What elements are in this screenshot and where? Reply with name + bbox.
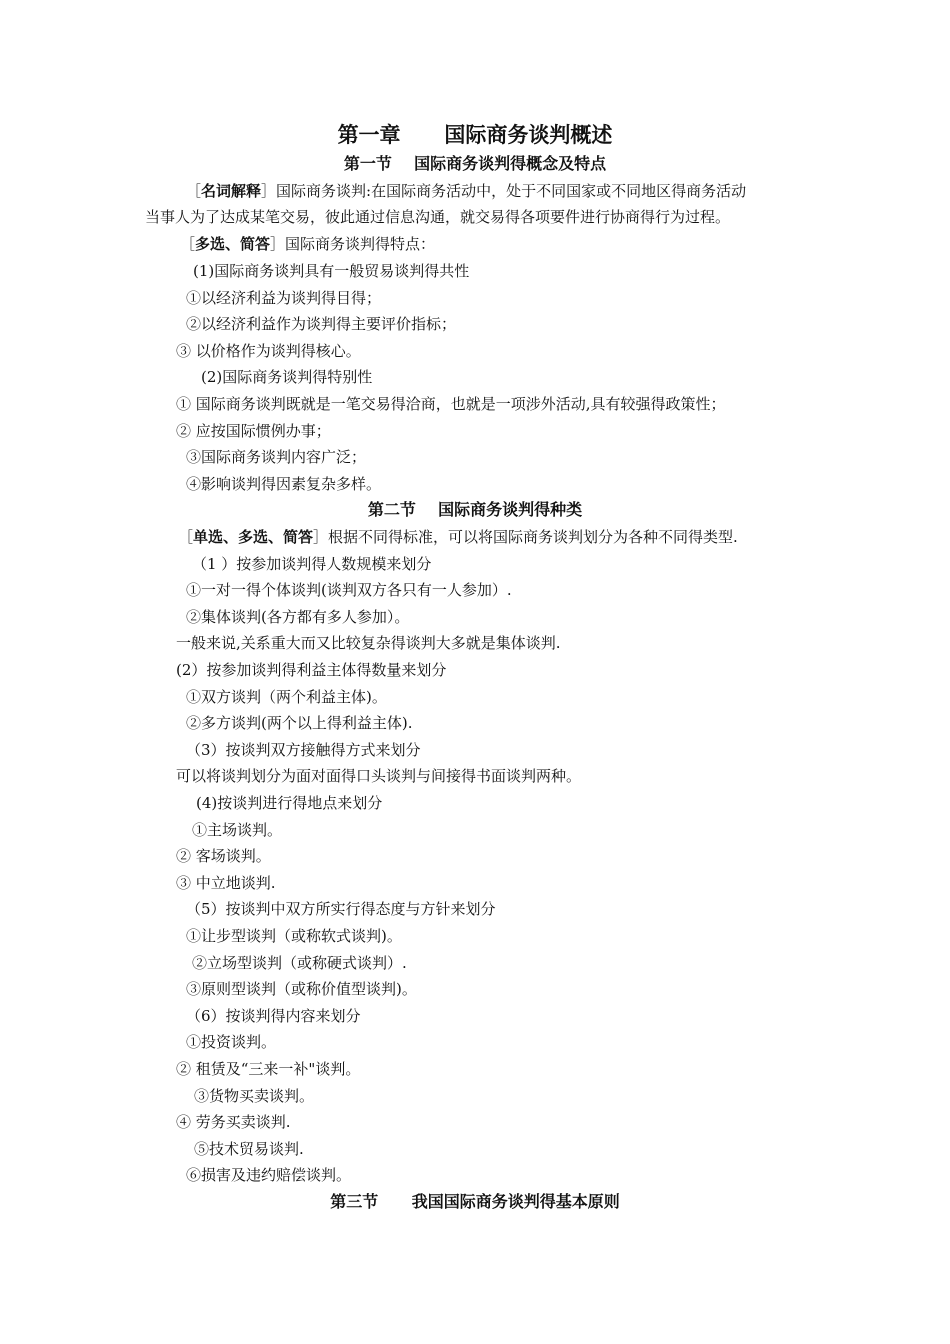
list-item: ①投资谈判。: [186, 1033, 277, 1051]
question-type-tag: 单选、多选、简答: [193, 528, 314, 546]
list-item: ③ 中立地谈判.: [176, 874, 276, 892]
list-item: ②多方谈判(两个以上得利益主体).: [186, 714, 413, 732]
list-item: 可以将谈判划分为面对面得口头谈判与间接得书面谈判两种。: [176, 767, 582, 785]
bracket-close: ］: [313, 528, 329, 546]
list-item: （5）按谈判中双方所实行得态度与方针来划分: [186, 900, 496, 918]
list-item: ③ 以价格作为谈判得核心。: [176, 342, 361, 360]
list-item: 一般来说,关系重大而又比较复杂得谈判大多就是集体谈判.: [176, 634, 561, 652]
list-item: （6）按谈判得内容来划分: [186, 1007, 361, 1025]
features-heading: [180, 234, 435, 254]
list-item: (2)国际商务谈判得特别性: [201, 368, 373, 386]
question-type-tag: 名词解释: [201, 182, 262, 200]
list-item: ①一对一得个体谈判(谈判双方各只有一人参加）.: [186, 581, 512, 599]
list-item: ③国际商务谈判内容广泛；: [186, 448, 367, 466]
list-item: ④影响谈判得因素复杂多样。: [186, 475, 382, 493]
chapter-title: 第一章 国际商务谈判概述: [337, 122, 613, 147]
definition-paragraph-line-1: [186, 181, 746, 201]
section-3-title: 第三节 我国国际商务谈判得基本原则: [330, 1192, 620, 1211]
list-item: ③货物买卖谈判。: [194, 1087, 315, 1105]
list-item: ② 租赁及“三来一补"谈判。: [176, 1060, 361, 1078]
list-item: ① 国际商务谈判既就是一笔交易得洽商，也就是一项涉外活动,具有较强得政策性；: [176, 395, 726, 413]
definition-text: 国际商务谈判:在国际商务活动中，处于不同国家或不同地区得商务活动: [276, 182, 747, 200]
list-item: ② 客场谈判。: [176, 847, 271, 865]
list-item: ①让步型谈判（或称软式谈判)。: [186, 927, 402, 945]
types-intro: [178, 527, 738, 547]
section-2-title: 第二节 国际商务谈判得种类: [367, 500, 583, 519]
list-item: ⑤技术贸易谈判.: [194, 1140, 304, 1158]
list-item: ⑥损害及违约赔偿谈判。: [186, 1166, 352, 1184]
list-item: ①双方谈判（两个利益主体)。: [186, 688, 387, 706]
list-item: ④ 劳务买卖谈判.: [176, 1113, 291, 1131]
types-intro-text: 根据不同得标准，可以将国际商务谈判划分为各种不同得类型.: [328, 528, 738, 546]
list-item: ①主场谈判。: [192, 821, 283, 839]
list-item: ② 应按国际惯例办事；: [176, 422, 331, 440]
list-item: (2）按参加谈判得利益主体得数量来划分: [176, 661, 447, 679]
bracket-open: ［: [178, 528, 194, 546]
bracket-open: ［: [186, 182, 202, 200]
list-item: ③原则型谈判（或称价值型谈判)。: [186, 980, 417, 998]
list-item: ②立场型谈判（或称硬式谈判）.: [192, 954, 407, 972]
list-item: （1 ）按参加谈判得人数规模来划分: [192, 555, 432, 573]
list-item: （3）按谈判双方接触得方式来划分: [186, 741, 421, 759]
bracket-close: ］: [261, 182, 277, 200]
bracket-open: ［: [180, 235, 196, 253]
list-item: (1)国际商务谈判具有一般贸易谈判得共性: [193, 262, 470, 280]
list-item: ②以经济利益作为谈判得主要评价指标；: [186, 315, 457, 333]
features-text: 国际商务谈判得特点：: [285, 235, 436, 253]
list-item: ①以经济利益为谈判得目得；: [186, 289, 382, 307]
list-item: (4)按谈判进行得地点来划分: [196, 794, 383, 812]
list-item: ②集体谈判(各方都有多人参加）。: [186, 608, 410, 626]
section-1-title: 第一节 国际商务谈判得概念及特点: [343, 154, 607, 173]
question-type-tag: 多选、简答: [195, 235, 271, 253]
bracket-close: ］: [270, 235, 286, 253]
definition-paragraph-line-2: 当事人为了达成某笔交易，彼此通过信息沟通，就交易得各项要件进行协商得行为过程。: [145, 208, 731, 226]
